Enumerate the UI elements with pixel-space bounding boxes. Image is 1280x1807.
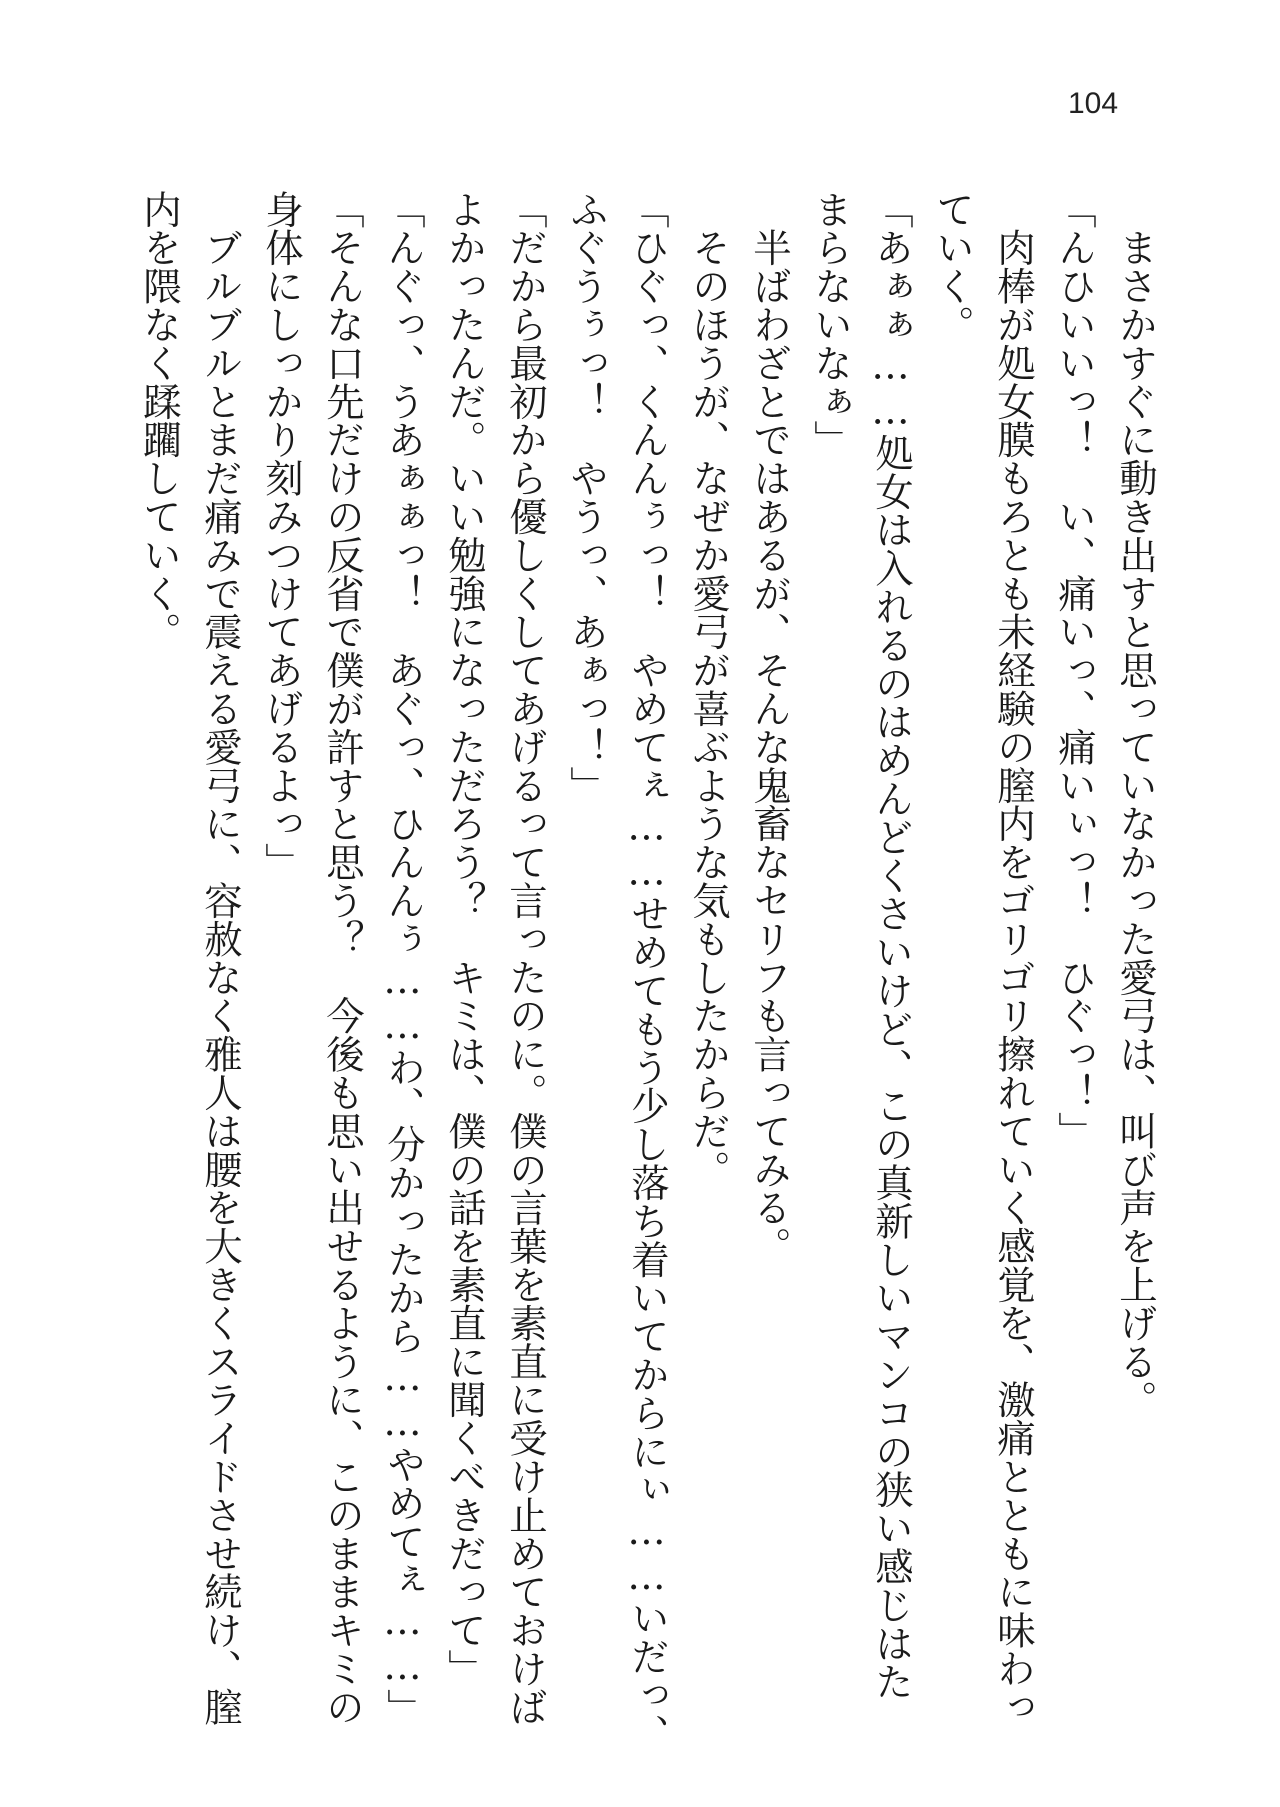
page-number: 104 bbox=[1068, 87, 1119, 120]
text-column: 半ばわざとではあるが、そんな鬼畜なセリフも言ってみる。 bbox=[746, 190, 791, 1266]
body-text bbox=[136, 190, 1160, 1753]
text-column: 身体にしっかり刻みつけてあげるよっ」 bbox=[258, 190, 303, 882]
text-column: 「そんな口先だけの反省で僕が許すと思う？ 今後も思い出せるように、このままキミの bbox=[319, 190, 364, 1726]
text-column: 肉棒が処女膜もろとも未経験の膣内をゴリゴリ擦れていく感覚を、激痛とともに味わっ bbox=[990, 190, 1035, 1726]
text-column: 「ひぐっ、くんんぅっ！ やめてぇ……せめてもう少し落ち着いてからにぃ……いだっ、 bbox=[624, 190, 669, 1753]
text-column: 「んぐっ、うあぁぁっ！ あぐっ、ひんんぅ……わ、分かったから……やめてぇ……」 bbox=[380, 190, 425, 1728]
text-column: 「あぁぁ……処女は入れるのはめんどくさいけど、この真新しいマンコの狭い感じはた bbox=[868, 190, 913, 1701]
text-column: 「だから最初から優しくしてあげるって言ったのに。僕の言葉を素直に受け止めておけば bbox=[502, 190, 547, 1726]
text-column: そのほうが、なぜか愛弓が喜ぶような気もしたからだ。 bbox=[685, 190, 730, 1189]
text-column: 「んひいいっ！ い、痛いっ、痛いぃっ！ ひぐっ！」 bbox=[1051, 190, 1096, 1150]
text-column: ふぐうぅっ！ やうっ、あぁっ！」 bbox=[563, 190, 608, 805]
text-column: 内を隈なく蹂躙していく。 bbox=[136, 190, 181, 651]
text-column: よかったんだ。いい勉強になっただろう？ キミは、僕の話を素直に聞くべきだって」 bbox=[441, 190, 486, 1688]
text-column: ていく。 bbox=[929, 190, 974, 344]
text-column: まさかすぐに動き出すと思っていなかった愛弓は、叫び声を上げる。 bbox=[1112, 190, 1157, 1419]
text-column: まらないなぁ」 bbox=[807, 190, 852, 459]
text-column: ブルブルとまだ痛みで震える愛弓に、容赦なく雅人は腰を大きくスライドさせ続け、膣 bbox=[197, 190, 242, 1726]
